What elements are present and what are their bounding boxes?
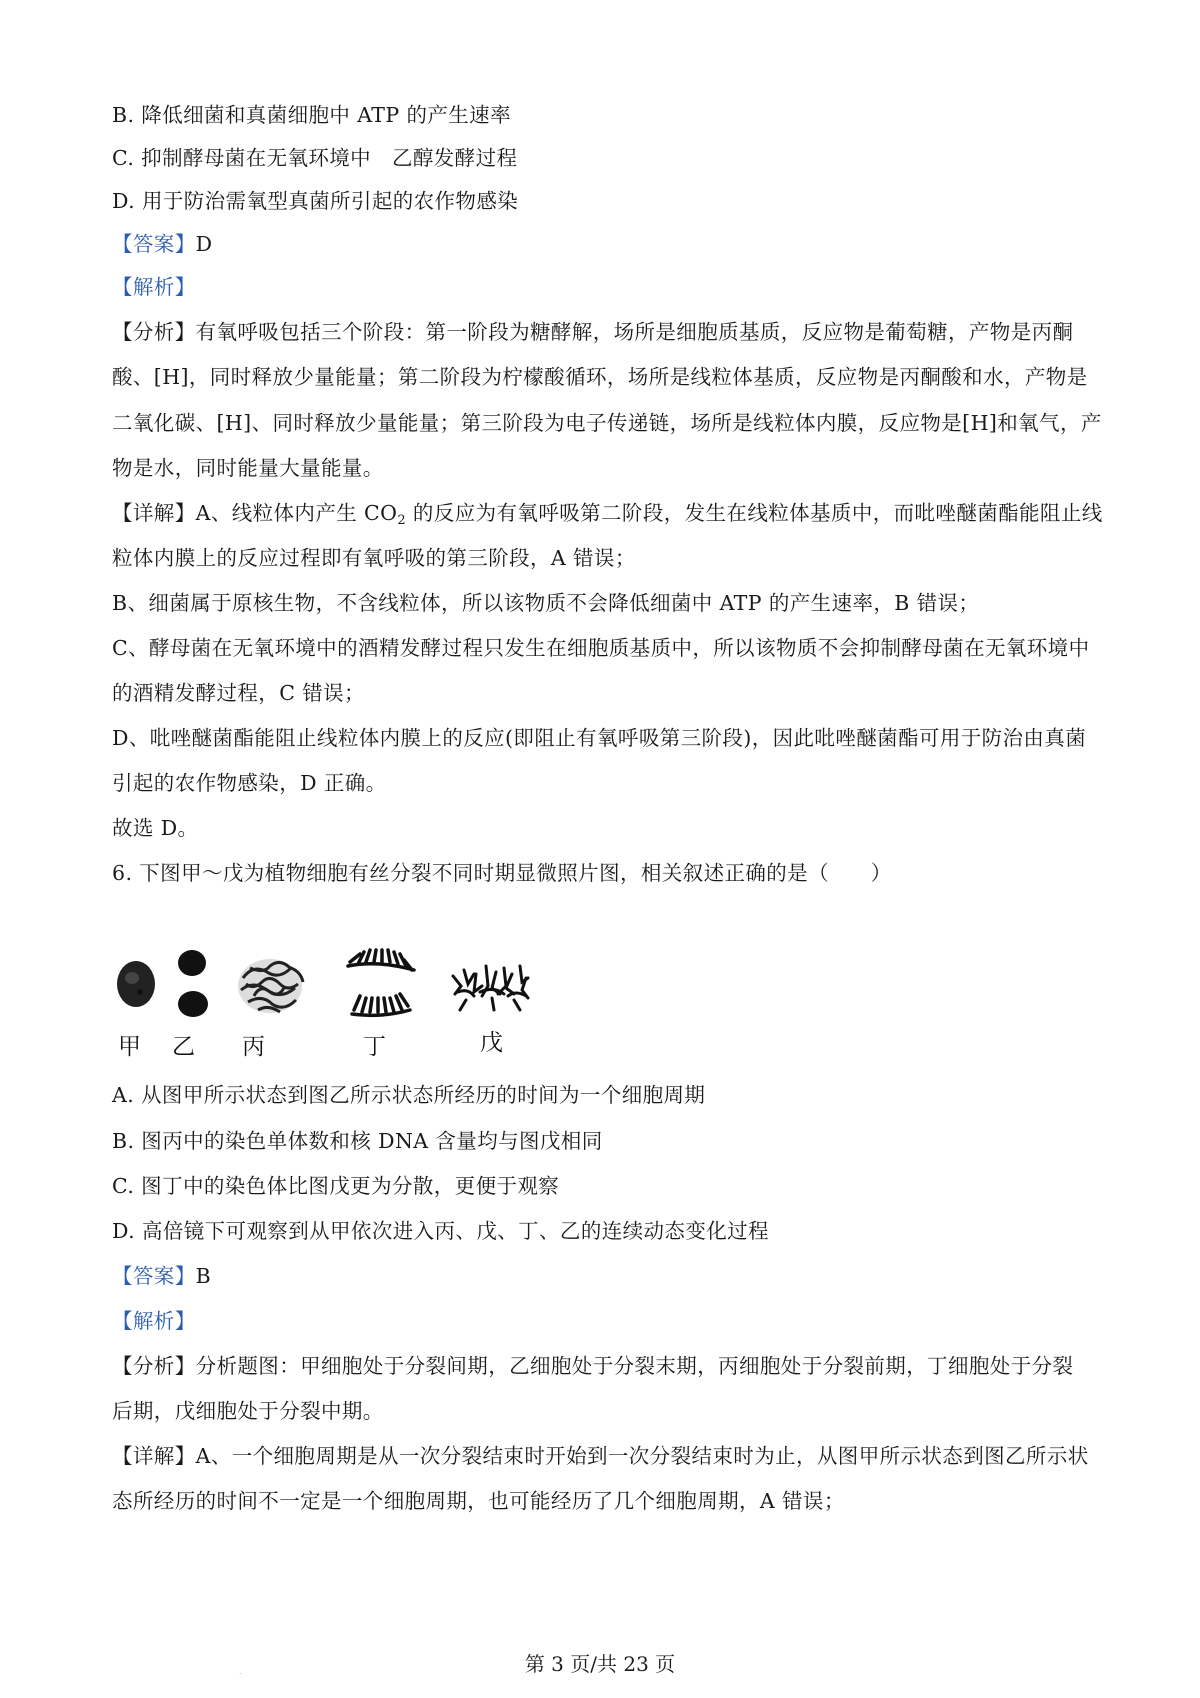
answer-tag: 【答案】 [112, 1264, 196, 1288]
cell-jia [117, 961, 155, 1007]
page-footer: 第 3 页/共 23 页 [524, 1652, 676, 1676]
q6-stem: 6. 下图甲～戊为植物细胞有丝分裂不同时期显微照片图，相关叙述正确的是（ ） [112, 861, 892, 885]
q5-detail-line-7: 故选 D。 [112, 816, 199, 840]
q6-analysis-line-0 [112, 1351, 1073, 1381]
q5-option-b: B. 降低细菌和真菌细胞中 ATP 的产生速率 [112, 103, 511, 127]
q6-detail-line-0 [112, 1441, 1089, 1471]
mitosis-micrograph-figure [108, 948, 578, 1066]
q6-option-a: A. 从图甲所示状态到图乙所示状态所经历的时间为一个细胞周期 [112, 1083, 706, 1107]
figure-label-bing: 丙 [242, 1034, 265, 1060]
cell-ding [348, 950, 414, 1015]
answer-value: B [195, 1264, 212, 1288]
analysis-text: 有氧呼吸包括三个阶段：第一阶段为糖酵解，场所是细胞质基质，反应物是葡萄糖，产物是丙酮 [195, 320, 1074, 344]
answer-value: D [195, 232, 213, 256]
q5-analysis-line-2: 二氧化碳、[H]、同时释放少量能量；第三阶段为电子传递链，场所是线粒体内膜，反应物是[H]和氧气，产 [112, 411, 1102, 435]
detail-tag: 【详解】 [112, 501, 196, 525]
q5-detail-line-4: 的酒精发酵过程，C 错误； [112, 681, 365, 705]
q6-analysis-line-1: 后期，戊细胞处于分裂中期。 [112, 1399, 384, 1423]
q5-detail-line-5: D、吡唑醚菌酯能阻止线粒体内膜上的反应(即阻止有氧呼吸第三阶段)，因此吡唑醚菌酯可用于防治由真菌 [112, 726, 1087, 750]
q6-jiexi-tag: 【解析】 [112, 1309, 196, 1333]
detail-a-post: 的反应为有氧呼吸第二阶段，发生在线粒体基质中，而吡唑醚菌酯能阻止线 [406, 501, 1103, 525]
detail-a-pre: A、线粒体内产生 CO [195, 501, 398, 525]
figure-label-wu: 戊 [480, 1030, 503, 1056]
q6-option-c: C. 图丁中的染色体比图戊更为分散，更便于观察 [112, 1174, 560, 1198]
q5-detail-line-6: 引起的农作物感染，D 正确。 [112, 771, 387, 795]
analysis-tag: 【分析】 [112, 320, 196, 344]
detail-text: A、一个细胞周期是从一次分裂结束时开始到一次分裂结束时为止，从图甲所示状态到图乙所示状 [195, 1444, 1089, 1468]
footer-dot: . [239, 1667, 242, 1676]
q6-answer [112, 1261, 211, 1291]
q5-jiexi-tag: 【解析】 [112, 275, 196, 299]
q5-analysis-line-0 [112, 317, 1073, 347]
analysis-tag: 【分析】 [112, 1354, 196, 1378]
q6-option-d: D. 高倍镜下可观察到从甲依次进入丙、戊、丁、乙的连续动态变化过程 [112, 1219, 769, 1243]
q5-option-c: C. 抑制酵母菌在无氧环境中 乙醇发酵过程 [112, 146, 518, 170]
q5-option-d: D. 用于防治需氧型真菌所引起的农作物感染 [112, 189, 519, 213]
q6-option-b: B. 图丙中的染色单体数和核 DNA 含量均与图戊相同 [112, 1129, 603, 1153]
cell-yi [178, 950, 208, 1017]
cell-wu [453, 966, 528, 1010]
q5-detail-line-1: 粒体内膜上的反应过程即有氧呼吸的第三阶段，A 错误； [112, 546, 636, 570]
q5-detail-line-3: C、酵母菌在无氧环境中的酒精发酵过程只发生在细胞质基质中，所以该物质不会抑制酵母菌在无氧环境中 [112, 636, 1090, 660]
q5-analysis-line-1: 酸、[H]，同时释放少量能量；第二阶段为柠檬酸循环，场所是线粒体基质，反应物是丙酮酸和水，产物是 [112, 365, 1088, 389]
q5-detail-line-2: B、细菌属于原核生物，不含线粒体，所以该物质不会降低细菌中 ATP 的产生速率，B 错误； [112, 591, 980, 615]
cell-bing [238, 959, 303, 1013]
figure-label-jia: 甲 [118, 1034, 141, 1060]
analysis-text: 分析题图：甲细胞处于分裂间期，乙细胞处于分裂末期，丙细胞处于分裂前期，丁细胞处于分裂 [195, 1354, 1074, 1378]
figure-label-yi: 乙 [172, 1034, 195, 1060]
figure-label-ding: 丁 [363, 1034, 386, 1060]
detail-tag: 【详解】 [112, 1444, 196, 1468]
q6-detail-line-1: 态所经历的时间不一定是一个细胞周期，也可能经历了几个细胞周期，A 错误； [112, 1489, 845, 1513]
q5-analysis-line-3: 物是水，同时能量大量能量。 [112, 456, 384, 480]
q5-detail-line-0 [112, 498, 1103, 528]
q5-answer [112, 229, 212, 259]
answer-tag: 【答案】 [112, 232, 196, 256]
co2-subscript: 2 [397, 513, 406, 528]
